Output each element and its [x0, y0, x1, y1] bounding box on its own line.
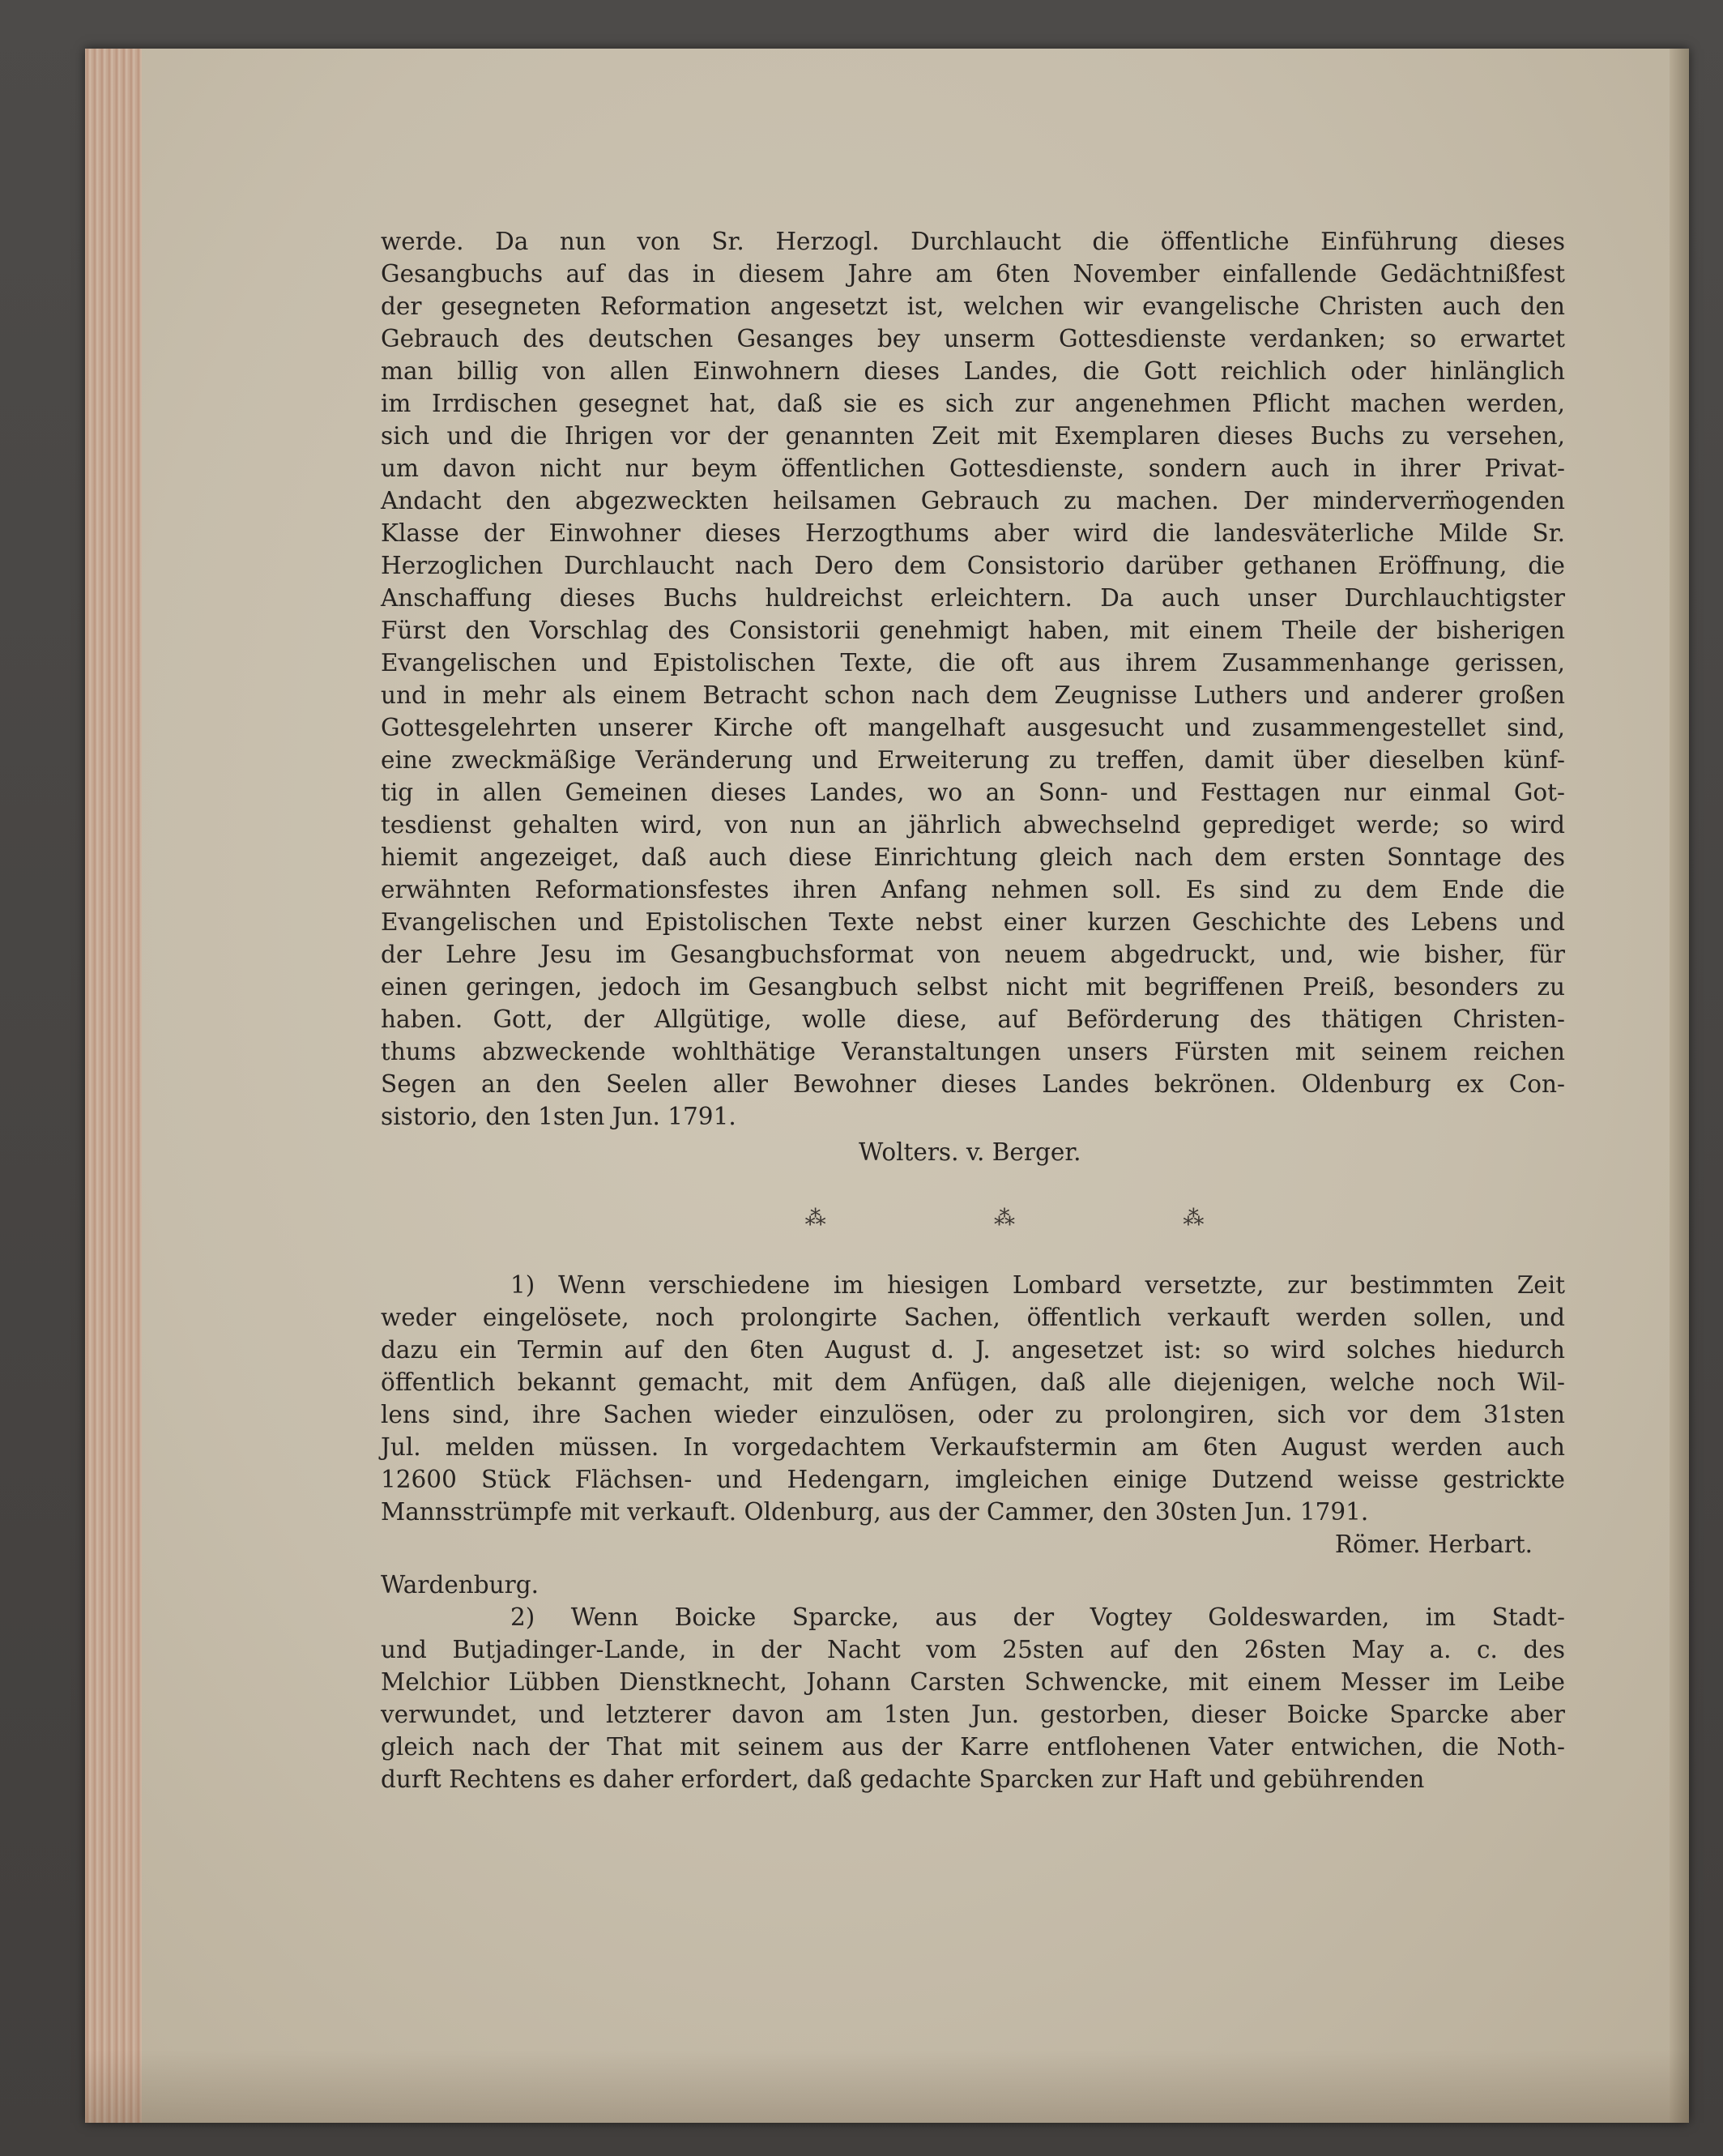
text-line: Evangelischen und Epistolischen Texte, die oft aus ihrem Zusammenhange gerissen,: [381, 649, 1565, 677]
text-line: man billig von allen Einwohnern dieses Landes, die Gott reichlich oder hinlänglich: [381, 357, 1565, 385]
text-line: um davon nicht nur beym öffentlichen Gottesdienste, sondern auch in ihrer Privat-: [381, 455, 1565, 482]
text-line: hiemit angezeiget, daß auch diese Einrichtung gleich nach dem ersten Sonntage des: [381, 843, 1565, 871]
text-line: haben. Gott, der Allgütige, wolle diese, auf Beförderung des thätigen Christen-: [381, 1005, 1565, 1033]
text-line: Jul. melden müssen. In vorgedachtem Verkaufstermin am 6ten August werden auch: [381, 1433, 1565, 1461]
text-line: tesdienst gehalten wird, von nun an jährlich abwechselnd geprediget werde; so wird: [381, 811, 1565, 839]
text-line: Evangelischen und Epistolischen Texte nebst einer kurzen Geschichte des Lebens und: [381, 908, 1565, 936]
page-edge-stack: [85, 49, 142, 2123]
text-line: Klasse der Einwohner dieses Herzogthums aber wird die landesväterliche Milde Sr.: [381, 519, 1565, 547]
text-line: werde. Da nun von Sr. Herzogl. Durchlaucht die öffentliche Einführung dieses: [381, 228, 1565, 255]
text-line: und Butjadinger-Lande, in der Nacht vom 25sten auf den 26sten May a. c. des: [381, 1636, 1565, 1663]
text-line: tig in allen Gemeinen dieses Landes, wo an Sonn- und Festtagen nur einmal Got-: [381, 779, 1565, 806]
page-bottom-shade: [85, 2050, 1689, 2123]
section-divider: [721, 1202, 1288, 1235]
page-text: [381, 225, 1565, 1795]
place-heading: Wardenburg.: [381, 1571, 540, 1599]
text-line: eine zweckmäßige Veränderung und Erweiterung zu treffen, damit über dieselben künf-: [381, 746, 1565, 774]
text-line: öffentlich bekannt gemacht, mit dem Anfügen, daß alle diejenigen, welche noch Wil-: [381, 1368, 1565, 1396]
signature-consistory: Wolters. v. Berger.: [859, 1138, 1081, 1166]
text-line: 1) Wenn verschiedene im hiesigen Lombard versetzte, zur bestimmten Zeit: [510, 1271, 1565, 1299]
text-line: sistorio, den 1sten Jun. 1791.: [381, 1103, 736, 1130]
text-line: dazu ein Termin auf den 6ten August d. J. angesetzet ist: so wird solches hiedurch: [381, 1336, 1565, 1364]
text-line: der Lehre Jesu im Gesangbuchsformat von neuem abgedruckt, und, wie bisher, für: [381, 941, 1565, 968]
text-line: lens sind, ihre Sachen wieder einzulösen, oder zu prolongiren, sich vor dem 31sten: [381, 1401, 1565, 1428]
text-line: gleich nach der That mit seinem aus der Karre entflohenen Vater entwichen, die Noth-: [381, 1733, 1565, 1761]
text-line: und in mehr als einem Betracht schon nach dem Zeugnisse Luthers und anderer großen: [381, 681, 1565, 709]
paragraph-lombard-notice: [381, 1269, 1565, 1528]
text-line: thums abzweckende wohlthätige Veranstaltungen unsers Fürsten mit seinem reichen: [381, 1038, 1565, 1065]
text-line: Gesangbuchs auf das in diesem Jahre am 6ten November einfallende Gedächtnißfest: [381, 260, 1565, 288]
text-line: 2) Wenn Boicke Sparcke, aus der Vogtey Goldeswarden, im Stadt-: [510, 1603, 1565, 1631]
text-line: Melchior Lübben Dienstknecht, Johann Carsten Schwencke, mit einem Messer im Leibe: [381, 1668, 1565, 1696]
text-line: sich und die Ihrigen vor der genannten Zeit mit Exemplaren dieses Buchs zu versehen,: [381, 422, 1565, 450]
text-line: Gottesgelehrten unserer Kirche oft mangelhaft ausgesucht und zusammengestellet sind,: [381, 714, 1565, 741]
text-line: Fürst den Vorschlag des Consistorii genehmigt haben, mit einem Theile der bisherigen: [381, 617, 1565, 644]
text-line: Segen an den Seelen aller Bewohner dieses Landes bekrönen. Oldenburg ex Con-: [381, 1070, 1565, 1098]
text-line: Andacht den abgezweckten heilsamen Gebrauch zu machen. Der minderverm̈ogenden: [381, 487, 1565, 514]
text-line: weder eingelösete, noch prolongirte Sachen, öffentlich verkauft werden sollen, und: [381, 1304, 1565, 1331]
asterism-mark: ⁂: [993, 1206, 1015, 1231]
text-line: erwähnten Reformationsfestes ihren Anfang nehmen soll. Es sind zu dem Ende die: [381, 876, 1565, 903]
text-line: der gesegneten Reformation angesetzt ist, welchen wir evangelische Christen auch den: [381, 292, 1565, 320]
asterism-mark: ⁂: [1183, 1206, 1205, 1231]
text-line: Anschaffung dieses Buchs huldreichst erleichtern. Da auch unser Durchlauchtigster: [381, 584, 1565, 612]
text-line: Herzoglichen Durchlaucht nach Dero dem Consistorio darüber gethanen Eröffnung, die: [381, 552, 1565, 579]
paragraph-hymnal-decree: [381, 225, 1565, 1133]
text-line: im Irrdischen gesegnet hat, daß sie es sich zur angenehmen Pflicht machen werden,: [381, 390, 1565, 417]
text-line: verwundet, und letzterer davon am 1sten Jun. gestorben, dieser Boicke Sparcke aber: [381, 1701, 1565, 1728]
signature-chamber: Römer. Herbart.: [1334, 1531, 1533, 1558]
text-line: 12600 Stück Flächsen- und Hedengarn, imgleichen einige Dutzend weisse gestrickte: [381, 1466, 1565, 1493]
asterism-mark: ⁂: [804, 1206, 826, 1231]
text-line: durft Rechtens es daher erfordert, daß gedachte Sparcken zur Haft und gebührenden: [381, 1765, 1425, 1793]
text-line: Mannsstrümpfe mit verkauft. Oldenburg, aus der Cammer, den 30sten Jun. 1791.: [381, 1498, 1369, 1526]
page-gutter: [1670, 49, 1689, 2123]
paragraph-warrant-notice: [381, 1601, 1565, 1795]
text-line: Gebrauch des deutschen Gesanges bey unserm Gottesdienste verdanken; so erwartet: [381, 325, 1565, 352]
text-line: einen geringen, jedoch im Gesangbuch selbst nicht mit begriffenen Preiß, besonders zu: [381, 973, 1565, 1001]
